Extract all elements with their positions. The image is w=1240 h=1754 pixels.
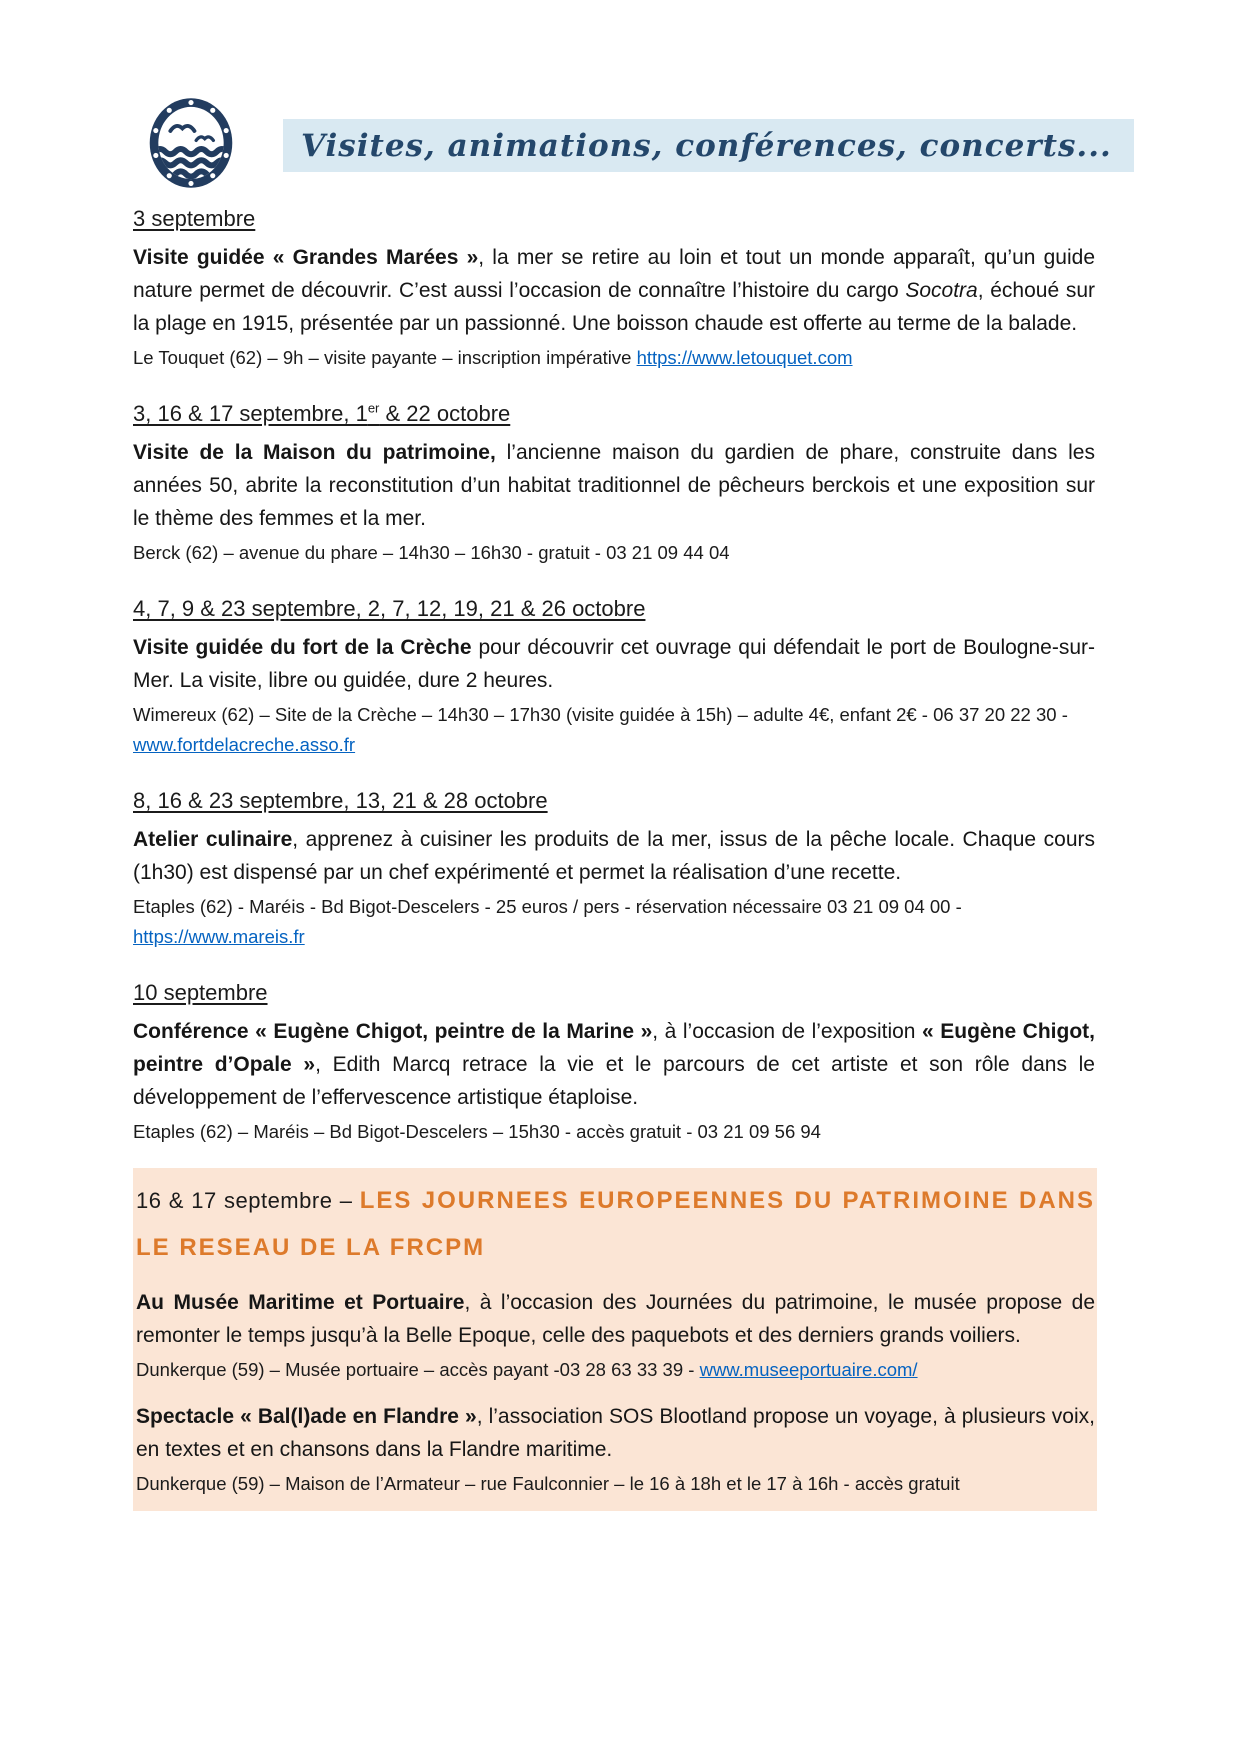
event-info: [136, 1469, 1095, 1499]
info-text: Wimereux (62) – Site de la Crèche – 14h30 – 17h30 (visite guidée à 15h) – adulte 4€, enfant 2€ - 06 37 20 22 30 -: [133, 704, 1068, 725]
description-text: l’ancienne maison du gardien de phare, construite dans les années 50, abrite la reconstitution d’un habitat traditionnel de pêcheurs berckois et une exposition sur le thème des femmes et la mer.: [133, 441, 1095, 530]
date-text: 3, 16 & 17 septembre, 1: [133, 401, 368, 426]
event-description: [136, 1400, 1095, 1466]
date-text: & 22 octobre: [379, 401, 511, 426]
event-title: Spectacle « Bal(l)ade en Flandre »: [136, 1405, 477, 1428]
date-heading: 4, 7, 9 & 23 septembre, 2, 7, 12, 19, 21 & 26 octobre: [133, 596, 646, 621]
description-text: pour découvrir cet ouvrage qui défendait le port de Boulogne-sur-Mer. La visite, libre ou guidée, dure 2 heures.: [133, 636, 1095, 692]
page-header: [133, 92, 1112, 196]
info-text: Dunkerque (59) – Maison de l’Armateur – rue Faulconnier – le 16 à 18h et le 17 à 16h - accès gratuit: [136, 1473, 960, 1494]
event-title: Conférence « Eugène Chigot, peintre de la Marine »: [133, 1020, 653, 1043]
date-superscript: er: [367, 400, 380, 416]
event-section-2: [133, 400, 1095, 568]
event-info: [133, 343, 1095, 373]
info-text: Etaples (62) - Maréis - Bd Bigot-Descelers - 25 euros / pers - réservation nécessaire 03 21 09 04 00 -: [133, 896, 962, 917]
date-heading: 3 septembre: [133, 206, 256, 231]
event-section-4: [133, 787, 1095, 952]
event-info: [136, 1355, 1095, 1385]
description-text: , Edith Marcq retrace la vie et le parcours de cet artiste et son rôle dans le développement de l’effervescence artistique étaploise.: [133, 1053, 1095, 1109]
event-title: Au Musée Maritime et Portuaire: [136, 1291, 465, 1314]
highlight-title: LES JOURNEES EUROPEENNES DU PATRIMOINE DANS LE RESEAU DE LA FRCPM: [136, 1187, 1095, 1261]
description-text: , à l’occasion de l’exposition: [652, 1020, 923, 1043]
event-info: [133, 892, 1095, 952]
event-title: Visite guidée « Grandes Marées »: [133, 246, 479, 269]
description-text: , apprenez à cuisiner les produits de la mer, issus de la pêche locale. Chaque cours (1h30) est dispensé par un chef expérimenté et permet la réalisation d’une recette.: [133, 828, 1095, 884]
event-section-5: [133, 979, 1095, 1147]
event-link[interactable]: https://www.letouquet.com: [636, 347, 853, 368]
event-link[interactable]: www.museeportuaire.com/: [699, 1359, 918, 1380]
event-description: [136, 1286, 1095, 1352]
highlight-date: 16 & 17 septembre –: [136, 1188, 360, 1213]
event-section-3: [133, 595, 1095, 760]
heritage-days-highlight-box: [133, 1168, 1097, 1511]
event-description: [133, 241, 1095, 340]
info-text: Dunkerque (59) – Musée portuaire – accès payant -03 28 63 33 39 -: [136, 1359, 700, 1380]
info-text: Le Touquet (62) – 9h – visite payante – inscription impérative: [133, 347, 637, 368]
event-info: [133, 1117, 1095, 1147]
event-title: Visite de la Maison du patrimoine,: [133, 441, 496, 464]
event-info: [133, 700, 1095, 760]
description-text: , échoué sur la plage en 1915, présentée par un passionné. Une boisson chaude est offerte au terme de la balade.: [133, 279, 1095, 335]
page-content: [133, 0, 1112, 1511]
event-title: Visite guidée du fort de la Crèche: [133, 636, 472, 659]
exhibition-title: « Eugène Chigot, peintre d’Opale »: [133, 1020, 1095, 1076]
description-text: , à l’occasion des Journées du patrimoine, le musée propose de remonter le temps jusqu’à la Belle Epoque, celle des paquebots et des derniers grands voiliers.: [136, 1291, 1096, 1347]
event-description: [133, 436, 1095, 535]
highlight-heading: [136, 1177, 1095, 1271]
event-description: [133, 1015, 1095, 1114]
event-title: Atelier culinaire: [133, 828, 293, 851]
header-banner: [283, 119, 1134, 172]
info-text: Berck (62) – avenue du phare – 14h30 – 16h30 - gratuit - 03 21 09 44 04: [133, 542, 730, 563]
highlight-event-1: [136, 1286, 1095, 1385]
event-description: [133, 631, 1095, 697]
porthole-gulls-waves-icon: [148, 96, 234, 190]
event-info: [133, 538, 1095, 568]
event-link[interactable]: https://www.mareis.fr: [133, 926, 305, 947]
event-section-1: [133, 205, 1095, 373]
ship-name: Socotra: [905, 279, 978, 302]
highlight-event-2: [136, 1400, 1095, 1499]
banner-title: Visites, animations, conférences, concerts...: [301, 128, 1112, 164]
date-heading: 8, 16 & 23 septembre, 13, 21 & 28 octobre: [133, 788, 548, 813]
date-heading: [133, 400, 1095, 427]
date-heading: 10 septembre: [133, 980, 268, 1005]
event-description: [133, 823, 1095, 889]
description-text: , la mer se retire au loin et tout un monde apparaît, qu’un guide nature permet de découvrir. C’est aussi l’occasion de connaître l’histoire du cargo: [133, 246, 1096, 302]
description-text: , l’association SOS Blootland propose un voyage, à plusieurs voix, en textes et en chansons dans la Flandre maritime.: [136, 1405, 1095, 1461]
info-text: Etaples (62) – Maréis – Bd Bigot-Descelers – 15h30 - accès gratuit - 03 21 09 56 94: [133, 1121, 821, 1142]
event-link[interactable]: www.fortdelacreche.asso.fr: [133, 734, 356, 755]
